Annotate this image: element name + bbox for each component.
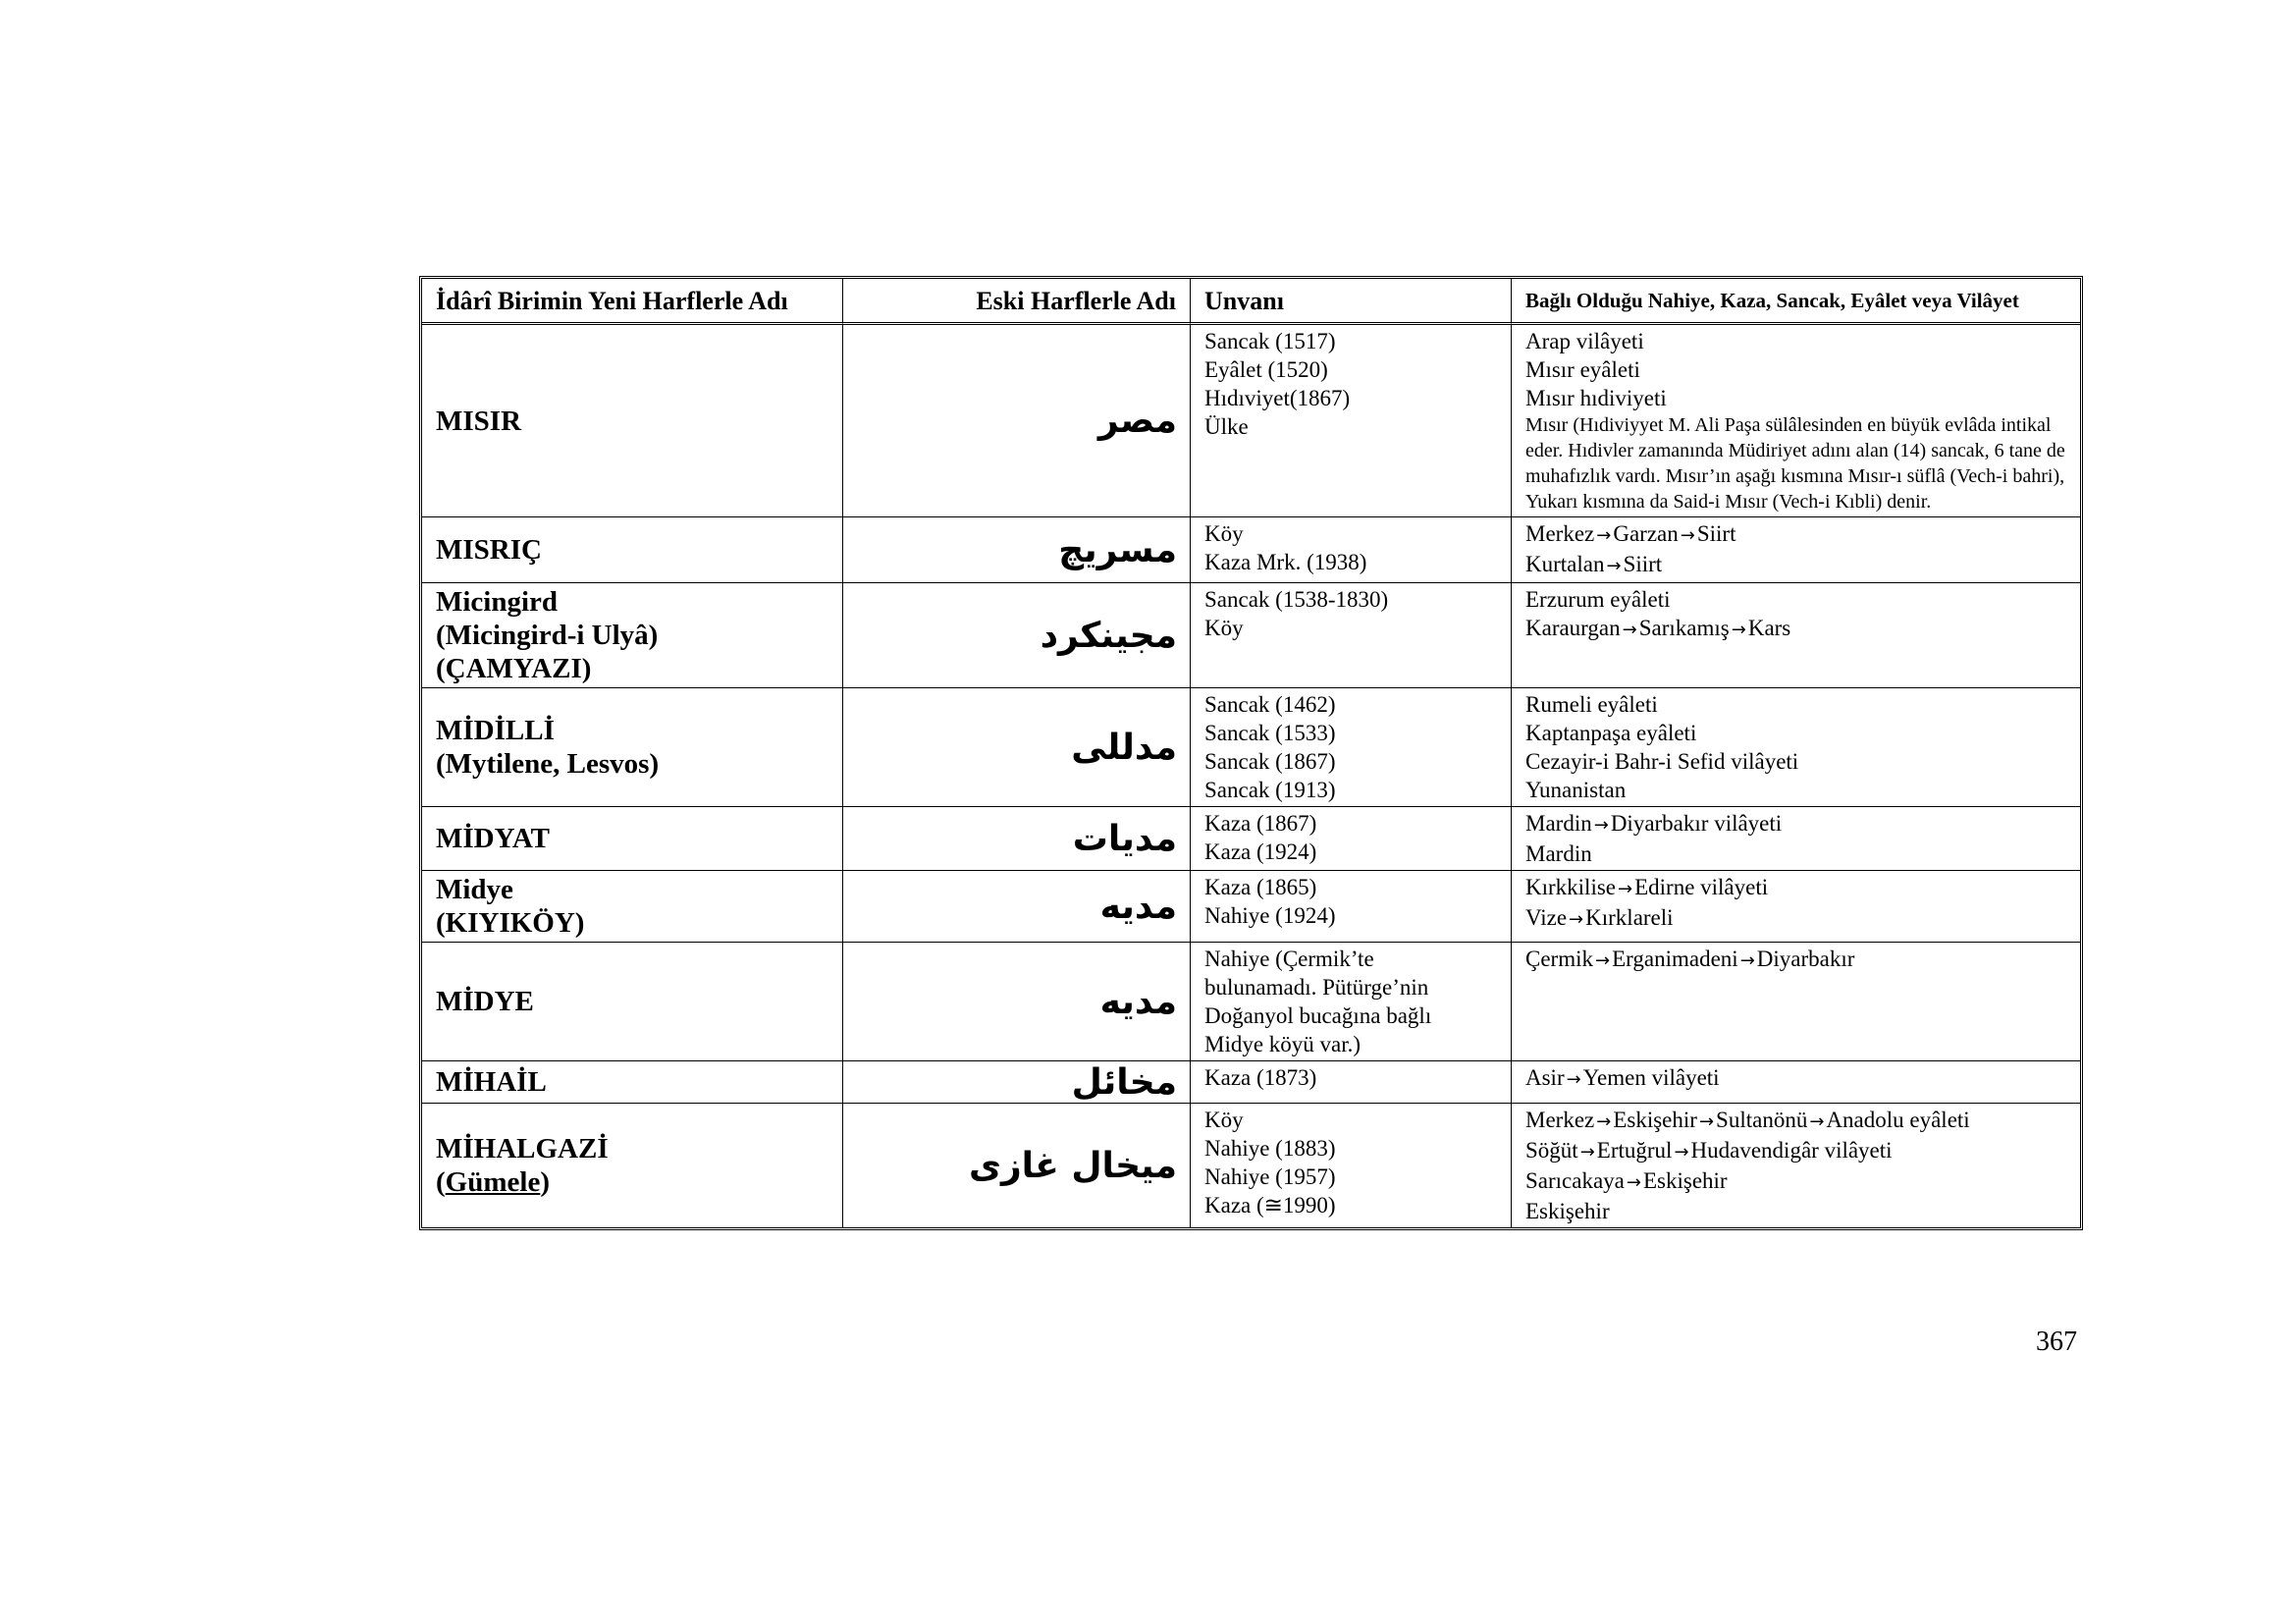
parent-note: Mısır (Hıdiviyyet M. Ali Paşa sülâlesinden en büyük evlâda intikal eder. Hıdivler zamanında Müdiriyet adını alan (14) sancak, 6 tane de muhafızlık vardı. Mısır’ın aşağı kısmına Mısır-ı süflâ (Vech-i bahri), Yukarı kısmına da Said-i Mısır (Vech-i Kıbli) denir. [1525,414,2065,513]
arrow-right-icon: → [1593,815,1609,836]
cell-title [1191,517,1512,583]
parent-part: Anadolu eyâleti [1826,1108,1970,1132]
parent-part: Diyarbakır vilâyeti [1610,811,1783,836]
table-row [422,1104,2080,1227]
parent-part: Yemen vilâyeti [1582,1065,1720,1090]
cell-parent [1512,1104,2080,1227]
cell-title [1191,325,1512,517]
cell-title [1191,807,1512,871]
parent-part: Sarıkamış [1638,616,1730,640]
title-line: Köy [1204,521,1244,546]
cell-parent [1512,807,2080,871]
name-underlined: Gümele [445,1166,541,1198]
cell-old-name: مخائل [843,1061,1191,1104]
cell-parent [1512,943,2080,1061]
parent-part: Çermik [1525,947,1593,971]
arrow-right-icon: → [1739,950,1755,971]
cell-title [1191,1061,1512,1104]
cell-old-name: مديه [843,871,1191,943]
title-line: Hıdıviyet(1867) [1204,386,1351,410]
cell-parent [1512,517,2080,583]
title-line: Eyâlet (1520) [1204,357,1328,382]
title-line: Sancak (1867) [1204,749,1336,774]
title-line: Nahiye (Çermik’te [1204,947,1374,971]
cell-old-name: مديات [843,807,1191,871]
parent-part: Merkez [1525,1108,1595,1132]
parent-part: Kırkkilise [1525,875,1616,899]
name-line: MISRIÇ [436,534,542,566]
title-line: Ülke [1204,414,1249,439]
cell-old-name: مديه [843,943,1191,1061]
arrow-right-icon: → [1566,1069,1581,1090]
parent-line [1525,1106,2066,1136]
title-line: Kaza (1924) [1204,839,1317,864]
table-row [422,517,2080,583]
parent-line: Yunanistan [1525,778,1627,802]
name-line: (Micingird-i Ulyâ) [436,620,659,651]
cell-new-name [422,1061,843,1104]
cell-old-name: مدللى [843,688,1191,807]
parent-line [1525,873,2066,903]
cell-new-name [422,1104,843,1227]
arrow-right-icon: → [1622,620,1637,640]
parent-part: Garzan [1613,521,1679,546]
cell-new-name [422,325,843,517]
parent-line: Rumeli eyâleti [1525,692,1658,717]
name-line: (KIYIKÖY) [436,907,585,939]
parent-part: Kurtalan [1525,552,1605,576]
table-row [422,583,2080,688]
gazetteer-table [419,276,2083,1230]
parent-part: Mardin [1525,811,1592,836]
title-line: Doğanyol bucağına bağlı [1204,1003,1432,1028]
parent-line [1525,614,2066,644]
parent-part: Sarıcakaya [1525,1168,1625,1193]
table-row [422,807,2080,871]
table-row [422,688,2080,807]
arrow-right-icon: → [1595,950,1611,971]
arrow-right-icon: → [1596,1111,1612,1132]
title-line: Köy [1204,616,1244,640]
title-line: Kaza (1873) [1204,1065,1317,1090]
cell-title [1191,688,1512,807]
parent-part: Edirne vilâyeti [1634,875,1769,899]
cell-old-name: مصر [843,325,1191,517]
parent-part: Siirt [1623,552,1663,576]
cell-new-name [422,583,843,688]
parent-line [1525,809,2066,839]
title-line: Kaza (≅1990) [1204,1193,1336,1218]
arrow-right-icon: → [1674,1142,1689,1163]
header-title: Unvanı [1191,279,1512,325]
cell-title [1191,943,1512,1061]
page-number: 367 [2036,1326,2077,1357]
table-row [422,1061,2080,1104]
table-row [422,943,2080,1061]
cell-parent [1512,871,2080,943]
title-line: bulunamadı. Pütürge’nin [1204,975,1429,1000]
parent-part: Erganimadeni [1612,947,1738,971]
header-new-name: İdârî Birimin Yeni Harflerle Adı [422,279,843,325]
name-line: MİHAİL [436,1066,547,1098]
parent-part: Sultanönü [1716,1108,1808,1132]
title-line: Nahiye (1924) [1204,903,1336,928]
name-line: MİDYAT [436,823,551,854]
title-line: Sancak (1913) [1204,778,1336,802]
parent-line: Eskişehir [1525,1199,1610,1223]
cell-old-name: مجينكرد [843,583,1191,688]
cell-title [1191,871,1512,943]
title-line: Kaza (1867) [1204,811,1317,836]
parent-line: Kaptanpaşa eyâleti [1525,721,1697,745]
title-line: Midye köyü var.) [1204,1032,1362,1056]
title-line: Sancak (1533) [1204,721,1336,745]
parent-line [1525,1136,2066,1166]
parent-line: Mısır hıdiviyeti [1525,386,1667,410]
cell-parent [1512,325,2080,517]
cell-parent [1512,1061,2080,1104]
parent-line [1525,1063,2066,1094]
cell-parent [1512,583,2080,688]
title-line: Köy [1204,1108,1244,1132]
cell-old-name: ميخال غازى [843,1104,1191,1227]
table-row [422,325,2080,517]
name-line: Midye [436,874,513,905]
cell-old-name: مسريچ [843,517,1191,583]
cell-new-name [422,517,843,583]
arrow-right-icon: → [1596,525,1612,546]
parent-line: Erzurum eyâleti [1525,587,1671,612]
name-line: MİDİLLİ [436,715,555,746]
name-line: MİDYE [436,986,534,1017]
parent-line [1525,945,2066,975]
arrow-right-icon: → [1626,1172,1641,1193]
cell-new-name [422,688,843,807]
title-line: Nahiye (1883) [1204,1136,1336,1161]
parent-line [1525,903,2066,934]
arrow-right-icon: → [1731,620,1746,640]
parent-part: Diyarbakır [1756,947,1855,971]
table-body [422,325,2080,1227]
parent-part: Söğüt [1525,1138,1578,1163]
parent-part: Asir [1525,1065,1565,1090]
name-alt-line: (Gümele) [436,1166,550,1198]
name-line: (Mytilene, Lesvos) [436,748,660,780]
header-parent: Bağlı Olduğu Nahiye, Kaza, Sancak, Eyâlet veya Vilâyet [1512,279,2080,325]
parent-line: Cezayir-i Bahr-i Sefid vilâyeti [1525,749,1799,774]
title-line: Kaza Mrk. (1938) [1204,550,1367,574]
title-line: Sancak (1538-1830) [1204,587,1389,612]
parent-line: Mısır eyâleti [1525,357,1640,382]
header-old-name: Eski Harflerle Adı [843,279,1191,325]
parent-line: Mardin [1525,841,1592,866]
name-line: MISIR [436,405,522,437]
arrow-right-icon: → [1579,1142,1595,1163]
cell-new-name [422,871,843,943]
parent-part: Eskişehir [1613,1108,1697,1132]
title-line: Sancak (1462) [1204,692,1336,717]
parent-part: Kırklareli [1585,905,1674,930]
table-header-row [422,279,2080,325]
cell-parent [1512,688,2080,807]
parent-part: Vize [1525,905,1568,930]
arrow-right-icon: → [1698,1111,1715,1132]
cell-title [1191,583,1512,688]
arrow-right-icon: → [1618,879,1633,899]
cell-title [1191,1104,1512,1227]
parent-part: Merkez [1525,521,1595,546]
name-line: MİHALGAZİ [436,1133,609,1164]
parent-part: Hudavendigâr vilâyeti [1690,1138,1893,1163]
parent-part: Kars [1747,616,1791,640]
name-line: (ÇAMYAZI) [436,653,592,684]
arrow-right-icon: → [1606,556,1622,576]
parent-line [1525,519,2066,550]
title-line: Nahiye (1957) [1204,1164,1336,1189]
parent-part: Eskişehir [1642,1168,1728,1193]
parent-part: Ertuğrul [1596,1138,1673,1163]
arrow-right-icon: → [1809,1111,1825,1132]
title-line: Sancak (1517) [1204,329,1336,353]
cell-new-name [422,807,843,871]
name-line: Micingird [436,586,559,618]
table-row [422,871,2080,943]
parent-part: Karaurgan [1525,616,1621,640]
parent-part: Siirt [1696,521,1736,546]
parent-line: Arap vilâyeti [1525,329,1644,353]
arrow-right-icon: → [1569,909,1584,930]
title-line: Kaza (1865) [1204,875,1317,899]
parent-line [1525,1166,2066,1197]
cell-new-name [422,943,843,1061]
parent-line [1525,550,2066,580]
arrow-right-icon: → [1680,525,1695,546]
